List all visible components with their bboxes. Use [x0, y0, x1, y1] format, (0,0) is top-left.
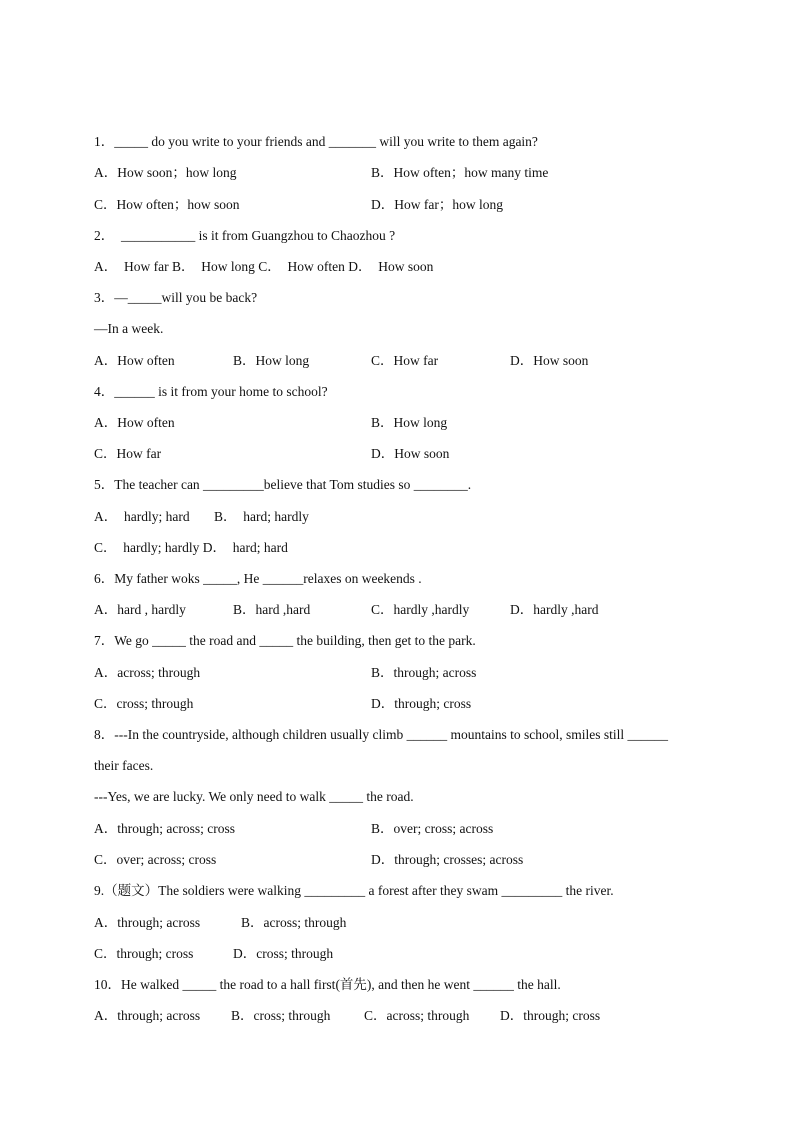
q4-option-a: A．How often	[94, 415, 175, 430]
q10-option-d: D．through; cross	[500, 1008, 601, 1023]
q4-option-b: B．How long	[371, 415, 448, 430]
q6-option-d: D．hardly ,hard	[510, 602, 599, 617]
q9-option-c: C．through; cross	[94, 946, 194, 961]
q8-option-c: C．over; across; cross	[94, 852, 217, 867]
question-5-stem: 5．The teacher can _________believe that Tom studies so ________.	[94, 477, 472, 492]
q8-option-d: D．through; crosses; across	[371, 852, 524, 867]
question-7-stem: 7．We go _____ the road and _____ the building, then get to the park.	[94, 633, 476, 648]
q8-option-a: A．through; across; cross	[94, 821, 235, 836]
question-8-stem: 8．---In the countryside, although children usually climb ______ mountains to school, smiles still ______	[94, 727, 669, 742]
q5-options-cd: C． hardly; hardly D． hard; hard	[94, 540, 288, 555]
q1-option-b: B．How often；how many time	[371, 165, 549, 180]
q8-response: ---Yes, we are lucky. We only need to walk _____ the road.	[94, 789, 414, 804]
q7-option-b: B．through; across	[371, 665, 477, 680]
question-4-stem: 4．______ is it from your home to school?	[94, 384, 328, 399]
q7-option-a: A．across; through	[94, 665, 201, 680]
q3-option-a: A．How often	[94, 353, 175, 368]
q1-option-d: D．How far；how long	[371, 197, 503, 212]
q3-option-c: C．How far	[371, 353, 439, 368]
question-2-stem: 2． ___________ is it from Guangzhou to Chaozhou ?	[94, 228, 396, 243]
q1-option-a: A．How soon；how long	[94, 165, 237, 180]
q4-option-d: D．How soon	[371, 446, 450, 461]
q6-option-c: C．hardly ,hardly	[371, 602, 470, 617]
q1-option-c: C．How often；how soon	[94, 197, 240, 212]
q3-response: —In a week.	[94, 321, 164, 336]
q2-options: A． How far B． How long C． How often D． How soon	[94, 259, 434, 274]
q8-option-b: B．over; cross; across	[371, 821, 494, 836]
question-6-stem: 6．My father woks _____, He ______relaxes on weekends .	[94, 571, 422, 586]
q10-option-b: B．cross; through	[231, 1008, 331, 1023]
q9-option-b: B．across; through	[241, 915, 347, 930]
question-10-stem: 10．He walked _____ the road to a hall first(首先), and then he went ______ the hall.	[94, 977, 561, 992]
q10-option-c: C．across; through	[364, 1008, 470, 1023]
q7-option-c: C．cross; through	[94, 696, 194, 711]
question-3-stem: 3．—_____will you be back?	[94, 290, 258, 305]
q4-option-c: C．How far	[94, 446, 162, 461]
question-9-stem: 9.（题文）The soldiers were walking _________ a forest after they swam _________ the river.	[94, 883, 614, 898]
q3-option-b: B．How long	[233, 353, 310, 368]
q9-option-d: D．cross; through	[233, 946, 334, 961]
question-1-stem: 1．_____ do you write to your friends and _______ will you write to them again?	[94, 134, 538, 149]
q10-option-a: A．through; across	[94, 1008, 201, 1023]
q5-option-a: A． hardly; hard	[94, 509, 190, 524]
q9-option-a: A．through; across	[94, 915, 201, 930]
q3-option-d: D．How soon	[510, 353, 589, 368]
q6-option-b: B．hard ,hard	[233, 602, 311, 617]
q5-option-b: B． hard; hardly	[214, 509, 309, 524]
q6-option-a: A．hard , hardly	[94, 602, 186, 617]
question-8-stem-cont: their faces.	[94, 758, 154, 773]
q7-option-d: D．through; cross	[371, 696, 472, 711]
